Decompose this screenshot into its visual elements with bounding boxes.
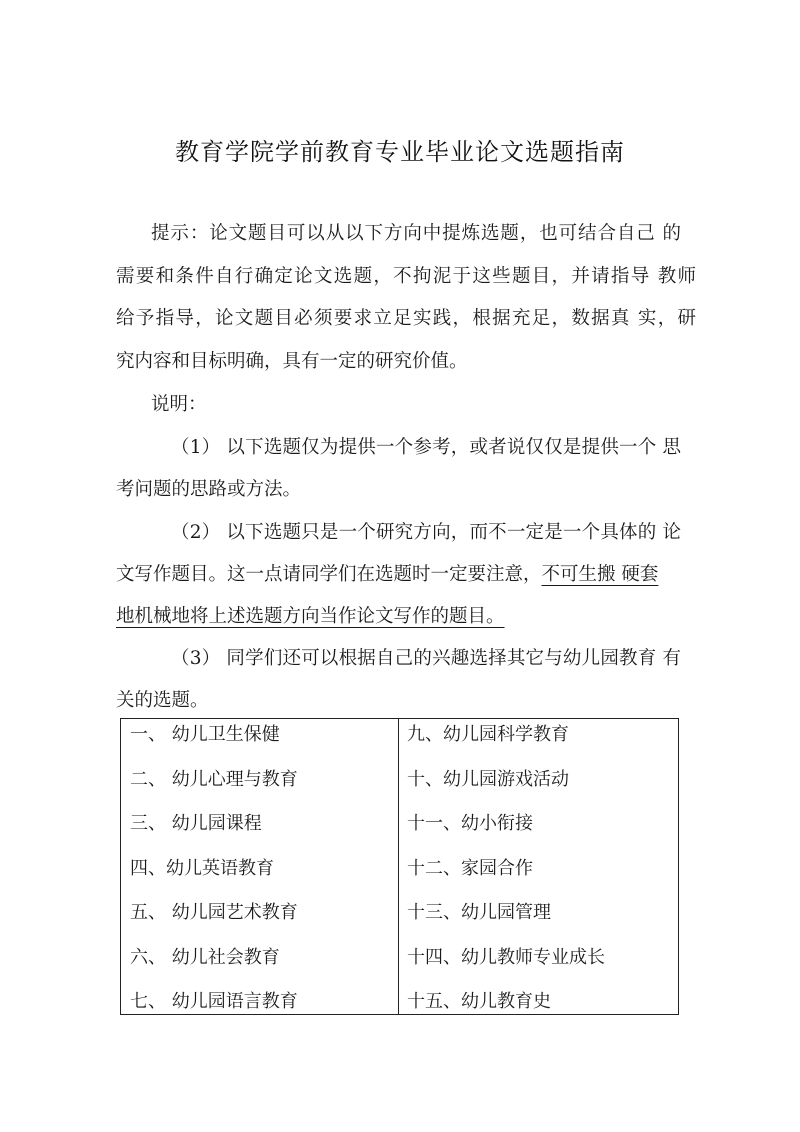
topics-table (120, 718, 679, 1015)
hint-line-1: 提示：论文题目可以从以下方向中提炼选题，也可结合自己 的 (151, 223, 681, 244)
topic-left-4: 四、幼儿英语教育 (130, 858, 274, 879)
topic-right-5: 十三、幼儿园管理 (407, 902, 551, 923)
note-2-line-1: （2） 以下选题只是一个研究方向，而不一定是一个具体的 论 (171, 522, 681, 543)
table-column-divider (398, 719, 399, 1014)
hint-line-3: 给予指导，论文题目必须要求立足实践，根据充足，数据真 实，研 (116, 308, 696, 329)
topic-right-4: 十二、家园合作 (407, 858, 533, 879)
topic-right-6: 十四、幼儿教师专业成长 (407, 947, 605, 968)
explain-label: 说明： (151, 394, 207, 415)
note-2-plain-text: 文写作题目。这一点请同学们在选题时一定要注意， (116, 564, 542, 585)
topic-right-7: 十五、幼儿教育史 (407, 991, 551, 1012)
topic-left-5: 五、 幼儿园艺术教育 (130, 902, 298, 923)
note-3-line-1: （3） 同学们还可以根据自己的兴趣选择其它与幼儿园教育 有 (171, 648, 681, 669)
topic-left-3: 三、 幼儿园课程 (130, 813, 262, 834)
note-2-line-3: 地机械地将上述选题方向当作论文写作的题目。 (116, 606, 505, 627)
hint-line-4: 究内容和目标明确，具有一定的研究价值。 (116, 351, 468, 372)
note-2-line-2 (116, 563, 696, 587)
topic-right-1: 九、幼儿园科学教育 (407, 724, 569, 745)
note-2-emphasis-text: 不可生搬 硬套 (541, 564, 659, 585)
topic-left-2: 二、 幼儿心理与教育 (130, 769, 298, 790)
hint-line-2: 需要和条件自行确定论文选题，不拘泥于这些题目，并请指导 教师 (116, 266, 696, 287)
note-1-line-1: （1） 以下选题仅为提供一个参考，或者说仅仅是提供一个 思 (171, 437, 681, 458)
topic-left-1: 一、 幼儿卫生保健 (130, 724, 280, 745)
topic-left-7: 七、 幼儿园语言教育 (130, 991, 298, 1012)
topic-right-3: 十一、幼小衔接 (407, 813, 533, 834)
topic-right-2: 十、幼儿园游戏活动 (407, 769, 569, 790)
note-1-line-2: 考问题的思路或方法。 (116, 479, 302, 500)
note-3-line-2: 关的选题。 (116, 690, 209, 711)
page-title: 教育学院学前教育专业毕业论文选题指南 (175, 138, 625, 166)
topic-left-6: 六、 幼儿社会教育 (130, 947, 280, 968)
